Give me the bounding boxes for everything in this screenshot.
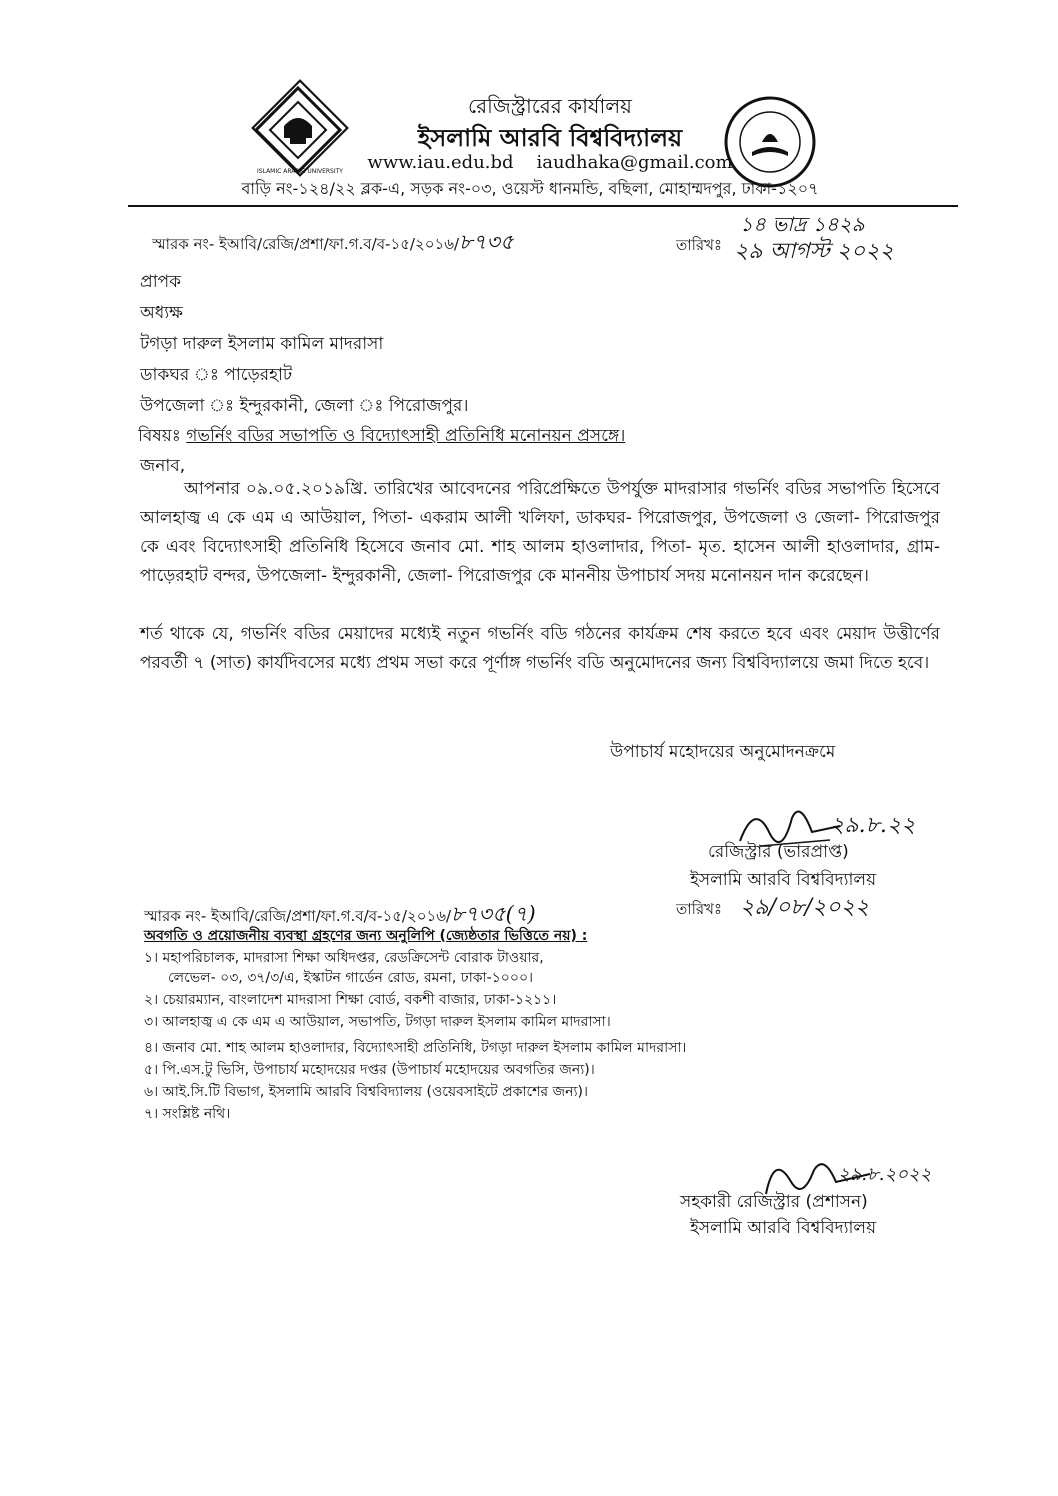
- assistant-registrar-org: ইসলামি আরবি বিশ্ববিদ্যালয়: [690, 1218, 877, 1238]
- copy-item: ৩। আলহাজ্ব এ কে এম এ আউয়াল, সভাপতি, টগড়া দারুল ইসলাম কামিল মাদরাসা।: [144, 1014, 611, 1030]
- logo-text: ISLAMIC ARABIC UNIVERSITY: [257, 168, 343, 175]
- address: বাড়ি নং-১২৪/২২ ব্লক-এ, সড়ক নং-০৩, ওয়েস্ট ধানমন্ডি, বছিলা, মোহাম্মদপুর, ঢাকা-১২০৭: [241, 179, 819, 198]
- memo-ref-label: স্মারক নং- ইআবি/রেজি/প্রশা/ফা.গ.ব/ব-১৫/২০১৬/: [152, 235, 460, 253]
- office-title: রেজিস্ট্রারের কার্যালয়: [468, 94, 632, 118]
- copy-item: ২। চেয়ারম্যান, বাংলাদেশ মাদরাসা শিক্ষা বোর্ড, বকশী বাজার, ঢাকা-১২১১।: [144, 992, 557, 1008]
- body-paragraph-2: শর্ত থাকে যে, গভর্নিং বডির মেয়াদের মধ্যেই নতুন গভর্নিং বডি গঠনের কার্যক্রম শেষ করতে হবে এবং মেয়াদ উত্তীর্ণের পরবর্তী ৭ (সাত) কার্যদিবসের মধ্যে প্রথম সভা করে পূর্ণাঙ্গ গভর্নিং বডি অনুমোদনের জন্য বিশ্ববিদ্যালয়ে জমা দিতে হবে।: [140, 624, 940, 673]
- subject-label: বিষয়ঃ: [138, 426, 181, 446]
- body-paragraph-1-text: আপনার ০৯.০৫.২০১৯খ্রি. তারিখের আবেদনের পরিপ্রেক্ষিতে উপর্যুক্ত মাদরাসার গভর্নিং বডির সভাপতি হিসেবে আলহাজ্ব এ কে এম এ আউয়াল, পিতা- একরাম আলী খলিফা, ডাকঘর- পিরোজপুর, উপজেলা ও জেলা- পিরোজপুর কে এবং বিদ্যোৎসাহী প্রতিনিধি হিসেবে জনাব মো. শাহ আলম হাওলাদার, পিতা- মৃত. হাসেন আলী হাওলাদার, গ্রাম- পাড়েরহাট বন্দর, উপজেলা- ইন্দুরকানী, জেলা- পিরোজপুর কে মাননীয় উপাচার্য সদয় মনোনয়ন দান করেছেন।: [140, 479, 940, 586]
- copy-ref-number: ৮৭৩৫(৭): [451, 902, 536, 926]
- registrar-org: ইসলামি আরবি বিশ্ববিদ্যালয়: [690, 870, 877, 890]
- subject-text: গভর্নিং বডির সভাপতি ও বিদ্যোৎসাহী প্রতিনিধি মনোনয়ন প্রসঙ্গে।: [186, 426, 626, 446]
- recipient-title: প্রাপক: [140, 272, 182, 292]
- registrar-designation: রেজিস্ট্রার (ভারপ্রাপ্ত): [708, 842, 849, 862]
- registrar-sign-date: ২৯.৮.২২: [830, 813, 916, 838]
- copy-date-label: তারিখঃ: [676, 900, 722, 918]
- subject-line: [138, 423, 938, 451]
- copy-ref-label: স্মারক নং- ইআবি/রেজি/প্রশা/ফা.গ.ব/ব-১৫/২০১৬/: [144, 907, 452, 925]
- copy-item: ৬। আই.সি.টি বিভাগ, ইসলামি আরবি বিশ্ববিদ্যালয় (ওয়েবসাইটে প্রকাশের জন্য)।: [144, 1084, 588, 1100]
- assistant-registrar-sign-date: ২৯.৮.২০২২: [838, 1164, 932, 1185]
- university-name: ইসলামি আরবি বিশ্ববিদ্যালয়: [417, 124, 683, 152]
- memo-ref-number: ৮৭৩৫: [459, 230, 514, 254]
- approval-note: উপাচার্য মহোদয়ের অনুমোদনক্রমে: [610, 742, 836, 762]
- memo-date-hijri: ১৪ ভাদ্র ১৪২৯: [740, 212, 865, 236]
- website-link[interactable]: www.iau.edu.bd: [367, 152, 514, 173]
- copy-item: ৫। পি.এস.টু ভিসি, উপাচার্য মহোদয়ের দপ্তর (উপাচার্য মহোদয়ের অবগতির জন্য)।: [144, 1062, 595, 1078]
- recipient-upazila: উপজেলা ঃ ইন্দুরকানী, জেলা ঃ পিরোজপুর।: [140, 396, 469, 416]
- recipient-designation: অধ্যক্ষ: [140, 303, 183, 323]
- recipient-post: ডাকঘর ঃ পাড়েরহাট: [140, 365, 293, 385]
- copy-item: লেভেল- ০৩, ৩৭/৩/এ, ইস্কাটন গার্ডেন রোড, রমনা, ঢাকা-১০০০।: [168, 970, 534, 986]
- body-paragraph-1: [140, 475, 940, 591]
- contact-line: [330, 152, 770, 173]
- assistant-registrar-designation: সহকারী রেজিস্ট্রার (প্রশাসন): [680, 1192, 868, 1212]
- copy-item: ১। মহাপরিচালক, মাদরাসা শিক্ষা অধিদপ্তর, রেডক্রিসেন্ট বোরাক টাওয়ার,: [144, 950, 544, 966]
- recipient-block: [140, 268, 468, 423]
- copy-heading: অবগতি ও প্রয়োজনীয় ব্যবস্থা গ্রহণের জন্য অনুলিপি (জ্যেষ্ঠতার ভিত্তিতে নয়) :: [144, 928, 588, 944]
- email-link[interactable]: iaudhaka@gmail.com: [536, 152, 733, 173]
- memo-date-label: তারিখঃ: [676, 236, 722, 254]
- copy-item: ৪। জনাব মো. শাহ আলম হাওলাদার, বিদ্যোৎসাহী প্রতিনিধি, টগড়া দারুল ইসলাম কামিল মাদরাসা।: [144, 1040, 687, 1056]
- copy-item: ৭। সংশ্লিষ্ট নথি।: [144, 1106, 231, 1122]
- copy-date: ২৯/০৮/২০২২: [740, 895, 870, 920]
- memo-reference: [152, 232, 514, 254]
- recipient-institution: টগড়া দারুল ইসলাম কামিল মাদরাসা: [140, 334, 384, 354]
- copy-list: [144, 948, 864, 1126]
- header-divider: [128, 205, 958, 207]
- salutation: জনাব,: [140, 456, 186, 476]
- memo-date-gregorian: ২৯ আগস্ট ২০২২: [734, 239, 894, 264]
